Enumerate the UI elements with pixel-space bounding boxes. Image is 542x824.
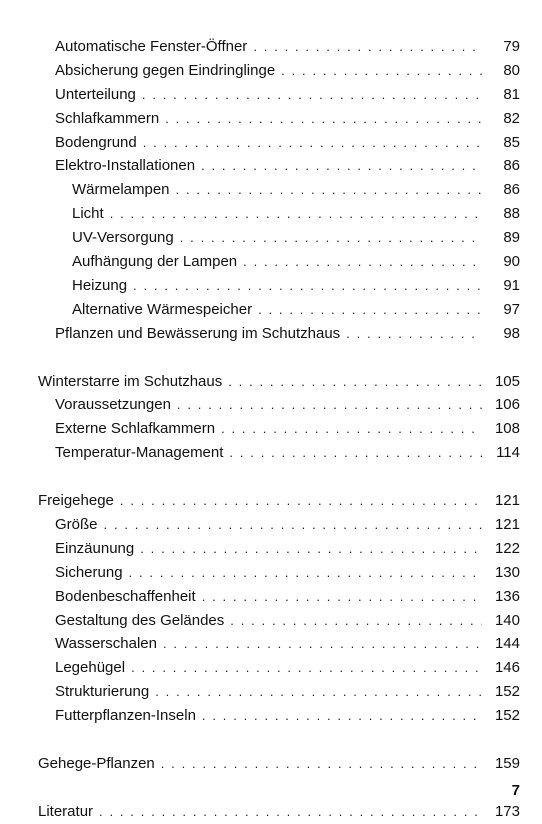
toc-entry-page: 121 bbox=[494, 492, 520, 510]
toc-section bbox=[0, 752, 542, 776]
dot-leader bbox=[176, 178, 482, 202]
toc-section-entry[interactable] bbox=[0, 704, 542, 728]
toc-subsection-entry[interactable] bbox=[0, 178, 542, 202]
dot-leader bbox=[346, 322, 482, 346]
toc-subsection-entry[interactable] bbox=[0, 274, 542, 298]
dot-leader bbox=[104, 513, 482, 537]
toc-section-entry[interactable] bbox=[0, 561, 542, 585]
toc-entry-title: Einzäunung bbox=[55, 539, 135, 557]
toc-section-entry[interactable] bbox=[0, 680, 542, 704]
toc-entry-page: 80 bbox=[503, 61, 520, 79]
toc-entry-title: Größe bbox=[55, 516, 98, 534]
dot-leader bbox=[228, 370, 482, 394]
toc-entry-page: 152 bbox=[494, 707, 520, 725]
dot-leader bbox=[140, 537, 482, 561]
toc-section-entry[interactable] bbox=[0, 513, 542, 537]
toc-entry-page: 146 bbox=[494, 659, 520, 677]
toc-entry-page: 173 bbox=[494, 802, 520, 820]
toc-entry-page: 122 bbox=[494, 539, 520, 557]
toc-entry-page: 86 bbox=[503, 157, 520, 175]
toc-section-entry[interactable] bbox=[0, 322, 542, 346]
toc-chapter-entry[interactable] bbox=[0, 752, 542, 776]
toc-entry-page: 130 bbox=[494, 563, 520, 581]
toc-section-entry[interactable] bbox=[0, 131, 542, 155]
dot-leader bbox=[131, 656, 482, 680]
toc-entry-title: Freigehege bbox=[38, 492, 114, 510]
toc-subsection-entry[interactable] bbox=[0, 298, 542, 322]
dot-leader bbox=[99, 800, 482, 824]
toc-entry-page: 140 bbox=[494, 611, 520, 629]
toc-entry-page: 91 bbox=[503, 276, 520, 294]
toc-entry-page: 85 bbox=[503, 133, 520, 151]
dot-leader bbox=[202, 585, 482, 609]
dot-leader bbox=[202, 704, 482, 728]
toc-entry-page: 152 bbox=[494, 683, 520, 701]
toc-section-entry[interactable] bbox=[0, 441, 542, 465]
toc-section-entry[interactable] bbox=[0, 537, 542, 561]
toc-entry-title: Bodenbeschaffenheit bbox=[55, 587, 196, 605]
dot-leader bbox=[155, 680, 482, 704]
toc-entry-title: Literatur bbox=[38, 802, 94, 820]
toc-chapter-entry[interactable] bbox=[0, 800, 542, 824]
toc-chapter-entry[interactable] bbox=[0, 370, 542, 394]
section-gap bbox=[0, 465, 542, 489]
dot-leader bbox=[230, 609, 482, 633]
section-gap bbox=[0, 776, 542, 800]
toc-entry-page: 136 bbox=[494, 587, 520, 605]
toc-entry-page: 105 bbox=[494, 372, 520, 390]
toc-entry-title: Externe Schlafkammern bbox=[55, 420, 216, 438]
dot-leader bbox=[161, 752, 482, 776]
toc-entry-title: Unterteilung bbox=[55, 85, 136, 103]
toc-entry-page: 159 bbox=[494, 755, 520, 773]
toc-entry-title: Bodengrund bbox=[55, 133, 137, 151]
section-gap bbox=[0, 728, 542, 752]
toc-section-entry[interactable] bbox=[0, 59, 542, 83]
toc-section-entry[interactable] bbox=[0, 585, 542, 609]
toc-subsection-entry[interactable] bbox=[0, 226, 542, 250]
dot-leader bbox=[129, 561, 482, 585]
toc-entry-title: Schlafkammern bbox=[55, 109, 160, 127]
toc-entry-page: 81 bbox=[503, 85, 520, 103]
toc-chapter-entry[interactable] bbox=[0, 489, 542, 513]
toc-entry-title: Elektro-Installationen bbox=[55, 157, 196, 175]
toc-entry-title: Wärmelampen bbox=[72, 181, 170, 199]
toc-entry-page: 108 bbox=[494, 420, 520, 438]
dot-leader bbox=[229, 441, 482, 465]
toc-entry-page: 121 bbox=[494, 516, 520, 534]
toc-section-entry[interactable] bbox=[0, 417, 542, 441]
dot-leader bbox=[110, 202, 482, 226]
toc-entry-page: 79 bbox=[503, 38, 520, 55]
toc-entry-title: Absicherung gegen Eindringlinge bbox=[55, 61, 276, 79]
toc-entry-page: 144 bbox=[494, 635, 520, 653]
toc-entry-page: 106 bbox=[494, 396, 520, 414]
toc-entry-page: 90 bbox=[503, 253, 520, 271]
toc-section-entry[interactable] bbox=[0, 656, 542, 680]
dot-leader bbox=[133, 274, 482, 298]
dot-leader bbox=[180, 226, 482, 250]
toc-section-entry[interactable] bbox=[0, 609, 542, 633]
dot-leader bbox=[243, 250, 482, 274]
toc-entry-title: Strukturierung bbox=[55, 683, 150, 701]
toc-section bbox=[0, 35, 542, 346]
dot-leader bbox=[120, 489, 482, 513]
dot-leader bbox=[201, 154, 482, 178]
toc-entry-title: Gehege-Pflanzen bbox=[38, 755, 155, 773]
toc-section bbox=[0, 800, 542, 824]
toc-section-entry[interactable] bbox=[0, 154, 542, 178]
toc-entry-page: 89 bbox=[503, 229, 520, 247]
toc-entry-title: Gestaltung des Geländes bbox=[55, 611, 225, 629]
toc-entry-title: Temperatur-Management bbox=[55, 444, 224, 462]
toc-section-entry[interactable] bbox=[0, 107, 542, 131]
page-number: 7 bbox=[511, 782, 520, 799]
toc-entry-title: Heizung bbox=[72, 276, 128, 294]
dot-leader bbox=[253, 35, 482, 59]
toc-section-entry[interactable] bbox=[0, 83, 542, 107]
dot-leader bbox=[163, 632, 482, 656]
toc-entry-title: Pflanzen und Bewässerung im Schutzhaus bbox=[55, 324, 341, 342]
toc-entry-title: Winterstarre im Schutzhaus bbox=[38, 372, 223, 390]
toc-subsection-entry[interactable] bbox=[0, 250, 542, 274]
dot-leader bbox=[142, 83, 482, 107]
toc-subsection-entry[interactable] bbox=[0, 202, 542, 226]
toc-section bbox=[0, 370, 542, 466]
toc-entry-page: 88 bbox=[503, 205, 520, 223]
top-margin bbox=[0, 0, 542, 35]
toc-entry-page: 98 bbox=[503, 324, 520, 342]
toc-section-entry[interactable] bbox=[0, 632, 542, 656]
toc-entry-page: 97 bbox=[503, 300, 520, 318]
toc-entry-page: 114 bbox=[496, 444, 520, 462]
toc-entry-title: Automatische Fenster-Öffner bbox=[55, 38, 248, 55]
dot-leader bbox=[258, 298, 482, 322]
toc-entry-title: Voraussetzungen bbox=[55, 396, 171, 414]
dot-leader bbox=[165, 107, 482, 131]
toc-entry-title: Wasserschalen bbox=[55, 635, 157, 653]
toc-section bbox=[0, 489, 542, 728]
dot-leader bbox=[221, 417, 482, 441]
dot-leader bbox=[143, 131, 482, 155]
toc-entry-title: UV-Versorgung bbox=[72, 229, 174, 247]
toc-entry-title: Alternative Wärmespeicher bbox=[72, 300, 253, 318]
toc-entry-title: Futterpflanzen-Inseln bbox=[55, 707, 196, 725]
toc-section-entry[interactable] bbox=[0, 35, 542, 59]
toc-entry-title: Legehügel bbox=[55, 659, 126, 677]
dot-leader bbox=[177, 393, 482, 417]
toc-entry-page: 86 bbox=[503, 181, 520, 199]
toc-entry-title: Sicherung bbox=[55, 563, 123, 581]
toc-entry-page: 82 bbox=[503, 109, 520, 127]
section-gap bbox=[0, 346, 542, 370]
toc-section-entry[interactable] bbox=[0, 393, 542, 417]
toc-entry-title: Aufhängung der Lampen bbox=[72, 253, 238, 271]
toc-entry-title: Licht bbox=[72, 205, 104, 223]
dot-leader bbox=[281, 59, 482, 83]
